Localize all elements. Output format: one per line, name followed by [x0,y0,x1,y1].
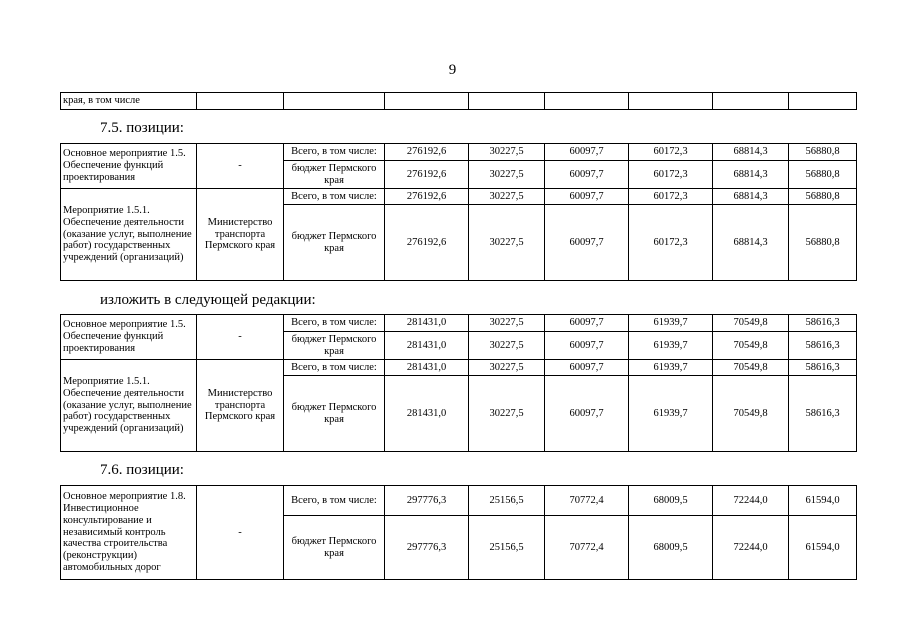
executor: Министерство транспорта Пермского края [197,360,284,452]
table-row [61,315,857,332]
table-fragment-top [60,92,857,110]
amount-cell: 60097,7 [545,189,629,205]
amount-cell: 61939,7 [629,315,713,332]
activity-name: края, в том числе [61,93,197,110]
amount-cell: 68814,3 [713,189,789,205]
amount-cell: 61939,7 [629,376,713,452]
amount-cell: 68009,5 [629,516,713,580]
amount-cell: 276192,6 [385,205,469,281]
funding-source: бюджет Пермского края [284,205,385,281]
amount-cell: 56880,8 [789,205,857,281]
amount-cell: 60097,7 [545,376,629,452]
amount-cell: 60172,3 [629,189,713,205]
funding-source: Всего, в том числе: [284,486,385,516]
amount-cell: 56880,8 [789,189,857,205]
activity-name: Мероприятие 1.5.1. Обеспечение деятельности (оказание услуг, выполнение работ) государственных учреждений (организаций) [61,360,197,452]
executor: - [197,144,284,189]
amount-cell: 58616,3 [789,332,857,360]
activity-name: Мероприятие 1.5.1. Обеспечение деятельности (оказание услуг, выполнение работ) государственных учреждений (организаций) [61,189,197,281]
table-row [61,144,857,161]
funding-source: бюджет Пермского края [284,516,385,580]
executor: - [197,315,284,360]
amount-cell: 30227,5 [469,144,545,161]
amount-cell: 281431,0 [385,376,469,452]
amount-cell: 30227,5 [469,360,545,376]
executor: - [197,486,284,580]
amount-cell: 70549,8 [713,360,789,376]
amount-cell: 60097,7 [545,360,629,376]
amount-cell: 68814,3 [713,144,789,161]
table-7-5 [60,143,857,281]
amount-cell: 72244,0 [713,486,789,516]
section-heading: 7.5. позиции: [100,120,184,136]
amount-cell: 30227,5 [469,161,545,189]
table-row [61,360,857,376]
section-heading: изложить в следующей редакции: [100,292,316,308]
amount-cell: 297776,3 [385,486,469,516]
amount-cell: 70549,8 [713,315,789,332]
amount-cell: 281431,0 [385,332,469,360]
amount-cell: 58616,3 [789,315,857,332]
funding-source: Всего, в том числе: [284,360,385,376]
amount-cell: 281431,0 [385,360,469,376]
table-7-6 [60,485,857,580]
amount-cell: 60097,7 [545,332,629,360]
amount-cell: 276192,6 [385,189,469,205]
amount-cell: 60097,7 [545,315,629,332]
funding-source: Всего, в том числе: [284,315,385,332]
executor: Министерство транспорта Пермского края [197,189,284,281]
amount-cell: 60172,3 [629,205,713,281]
amount-cell: 70772,4 [545,516,629,580]
amount-cell: 60097,7 [545,205,629,281]
amount-cell: 68814,3 [713,161,789,189]
amount-cell: 70549,8 [713,332,789,360]
amount-cell: 30227,5 [469,205,545,281]
amount-cell: 60097,7 [545,161,629,189]
table-new-edition [60,314,857,452]
amount-cell: 60172,3 [629,144,713,161]
funding-source: Всего, в том числе: [284,189,385,205]
table-row [61,189,857,205]
amount-cell: 61939,7 [629,360,713,376]
activity-name: Основное мероприятие 1.8. Инвестиционное консультирование и независимый контроль качества строительства (реконструкции) автомобильных дорог [61,486,197,580]
amount-cell: 68009,5 [629,486,713,516]
amount-cell: 58616,3 [789,376,857,452]
activity-name: Основное мероприятие 1.5. Обеспечение функций проектирования [61,315,197,360]
funding-source: бюджет Пермского края [284,161,385,189]
amount-cell: 276192,6 [385,161,469,189]
amount-cell: 70772,4 [545,486,629,516]
amount-cell: 70549,8 [713,376,789,452]
amount-cell: 61594,0 [789,516,857,580]
amount-cell: 30227,5 [469,376,545,452]
amount-cell: 61594,0 [789,486,857,516]
amount-cell: 61939,7 [629,332,713,360]
amount-cell: 276192,6 [385,144,469,161]
amount-cell: 297776,3 [385,516,469,580]
amount-cell: 30227,5 [469,315,545,332]
amount-cell: 30227,5 [469,189,545,205]
funding-source: Всего, в том числе: [284,144,385,161]
amount-cell: 25156,5 [469,516,545,580]
amount-cell: 68814,3 [713,205,789,281]
amount-cell: 60172,3 [629,161,713,189]
table-row [61,93,857,110]
page-number: 9 [448,62,457,78]
amount-cell: 30227,5 [469,332,545,360]
amount-cell: 60097,7 [545,144,629,161]
amount-cell: 56880,8 [789,144,857,161]
activity-name: Основное мероприятие 1.5. Обеспечение функций проектирования [61,144,197,189]
section-heading: 7.6. позиции: [100,462,184,478]
table-row [61,486,857,516]
amount-cell: 72244,0 [713,516,789,580]
amount-cell: 58616,3 [789,360,857,376]
amount-cell: 56880,8 [789,161,857,189]
amount-cell: 25156,5 [469,486,545,516]
funding-source: бюджет Пермского края [284,332,385,360]
funding-source: бюджет Пермского края [284,376,385,452]
amount-cell: 281431,0 [385,315,469,332]
